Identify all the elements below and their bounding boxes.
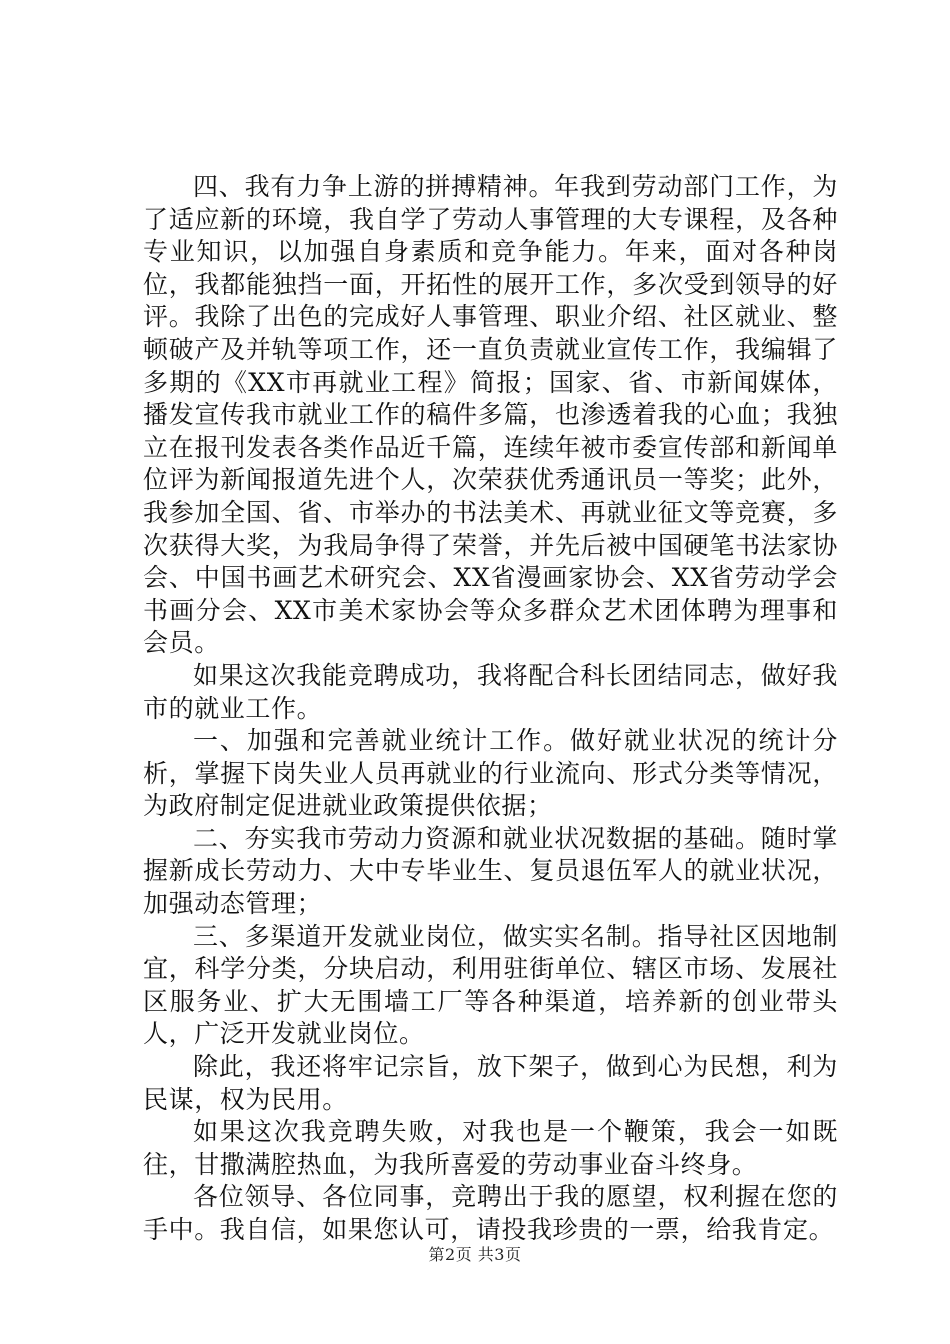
paragraph-3: 一、加强和完善就业统计工作。做好就业状况的统计分析，掌握下岗失业人员再就业的行业流向、形式分类等情况，为政府制定促进就业政策提供依据；: [143, 726, 838, 821]
paragraph-8: 各位领导、各位同事，竞聘出于我的愿望，权利握在您的手中。我自信，如果您认可，请投我珍贵的一票，给我肯定。: [143, 1182, 838, 1244]
paragraph-1: 四、我有力争上游的拼搏精神。年我到劳动部门工作，为了适应新的环境，我自学了劳动人事管理的大专课程，及各种专业知识，以加强自身素质和竞争能力。年来，面对各种岗位，我都能独挡一面，开拓性的展开工作，多次受到领导的好评。我除了出色的完成好人事管理、职业介绍、社区就业、整顿破产及并轨等项工作，还一直负责就业宣传工作，我编辑了多期的《XX市再就业工程》简报；国家、省、市新闻媒体，播发宣传我市就业工作的稿件多篇，也渗透着我的心血；我独立在报刊发表各类作品近千篇，连续年被市委宣传部和新闻单位评为新闻报道先进个人，次荣获优秀通讯员一等奖；此外，我参加全国、省、市举办的书法美术、再就业征文等竞赛，多次获得大奖，为我局争得了荣誉，并先后被中国硬笔书法家协会、中国书画艺术研究会、XX省漫画家协会、XX省劳动学会书画分会、XX市美术家协会等众多群众艺术团体聘为理事和会员。: [143, 172, 838, 658]
paragraph-2: 如果这次我能竞聘成功，我将配合科长团结同志，做好我市的就业工作。: [143, 660, 838, 723]
paragraph-6: 除此，我还将牢记宗旨，放下架子，做到心为民想，利为民谋，权为民用。: [143, 1052, 838, 1114]
paragraph-7: 如果这次我竞聘失败，对我也是一个鞭策，我会一如既往，甘撒满腔热血，为我所喜爱的劳动事业奋斗终身。: [143, 1117, 838, 1179]
paragraph-5: 三、多渠道开发就业岗位，做实实名制。指导社区因地制宜，科学分类，分块启动，利用驻街单位、辖区市场、发展社区服务业、扩大无围墙工厂等各种渠道，培养新的创业带头人，广泛开发就业岗位。: [143, 921, 838, 1049]
paragraph-4: 二、夯实我市劳动力资源和就业状况数据的基础。随时掌握新成长劳动力、大中专毕业生、复员退伍军人的就业状况，加强动态管理；: [143, 823, 838, 919]
document-body: [143, 171, 838, 1247]
page-number-footer: 第2页 共3页: [428, 1245, 522, 1264]
